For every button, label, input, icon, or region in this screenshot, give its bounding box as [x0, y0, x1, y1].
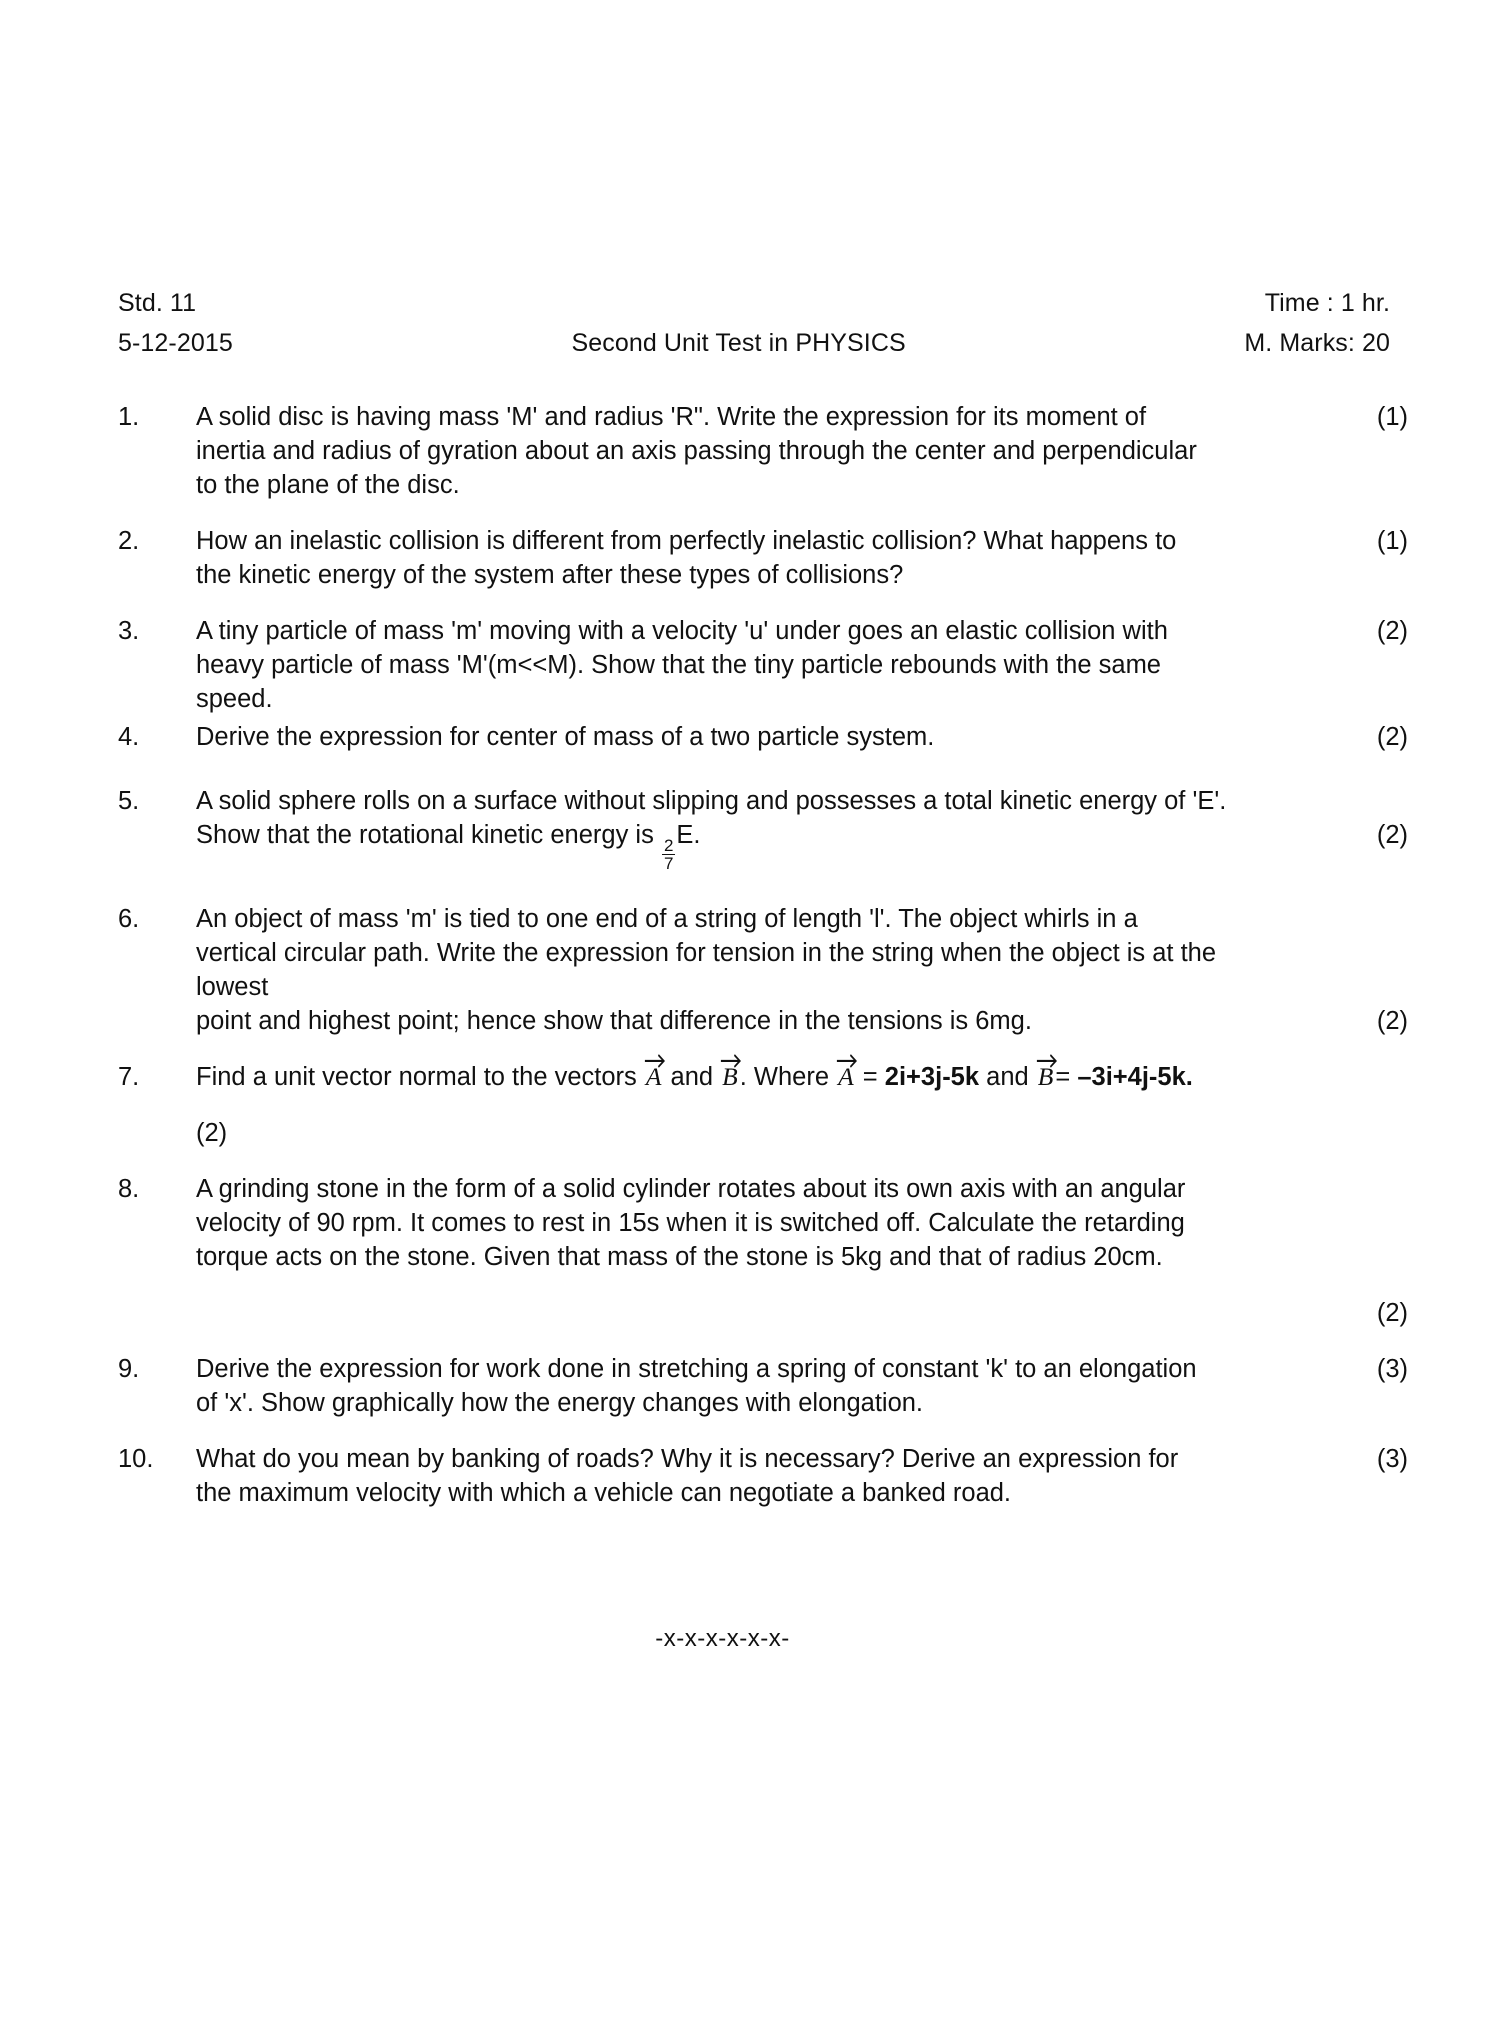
question-item	[118, 524, 1408, 592]
question-number: 4.	[118, 723, 140, 751]
question-text-before-fraction: Show that the rotational kinetic energy is	[196, 821, 661, 849]
question-item	[118, 902, 1408, 1038]
question-marks: (2)	[1376, 617, 1408, 645]
question-body	[196, 400, 1408, 502]
question-item	[118, 1060, 1408, 1150]
header-row-top	[118, 283, 1390, 323]
question-marks: (2)	[196, 1119, 228, 1148]
question-body	[196, 902, 1408, 1038]
question-marks: (2)	[1376, 1007, 1408, 1036]
fraction-denominator: 7	[663, 853, 674, 873]
question-item	[118, 400, 1408, 502]
question-marks: (2)	[1376, 1299, 1408, 1328]
question-item	[118, 1442, 1408, 1510]
question-number: 9.	[118, 1355, 140, 1384]
question-number: 10.	[118, 1445, 154, 1474]
question-line: lowest	[196, 973, 269, 1002]
question-marks: (3)	[1376, 1445, 1408, 1474]
question-number: 1.	[118, 403, 140, 431]
vector-b-letter: B	[722, 1062, 738, 1092]
vector-a-letter-2: A	[838, 1062, 854, 1092]
question-item	[118, 784, 1408, 872]
fraction-numerator: 2	[663, 835, 674, 855]
paper-footer	[0, 1625, 1505, 1653]
question-line-with-fraction	[196, 818, 1408, 872]
question-body	[196, 1442, 1408, 1510]
question-text: point and highest point; hence show that difference in the tensions is 6mg.	[196, 1007, 1032, 1036]
paper-header	[118, 283, 1390, 363]
question-line: A grinding stone in the form of a solid cylinder rotates about its own axis with an angular	[196, 1175, 1186, 1204]
vector-a-value: 2i+3j-5k	[884, 1063, 980, 1092]
question-text-part1: Find a unit vector normal to the vectors	[196, 1063, 644, 1092]
vector-b-symbol-2	[1036, 1060, 1056, 1094]
question-item	[118, 614, 1408, 716]
question-line: How an inelastic collision is different from perfectly inelastic collision? What happens to	[196, 527, 1177, 555]
question-text-part2: and	[663, 1063, 721, 1092]
question-line: the maximum velocity with which a vehicle can negotiate a banked road.	[196, 1479, 1012, 1508]
standard-label: Std. 11	[118, 289, 197, 317]
question-line-last	[196, 1004, 1408, 1038]
question-marks: (1)	[1376, 527, 1408, 555]
question-body	[196, 524, 1408, 592]
question-line: Derive the expression for work done in stretching a spring of constant 'k' to an elongation	[196, 1355, 1197, 1384]
question-marks: (2)	[1376, 821, 1408, 849]
question-number: 3.	[118, 617, 140, 645]
question-line: vertical circular path. Write the expression for tension in the string when the object is at the	[196, 939, 1217, 968]
question-body	[196, 1060, 1408, 1150]
questions-list	[118, 400, 1408, 1532]
question-text-part3: . Where	[739, 1063, 837, 1092]
question-body	[196, 720, 1408, 754]
question-line: A solid sphere rolls on a surface without slipping and possesses a total kinetic energy of 'E'.	[196, 787, 1227, 815]
question-body	[196, 1352, 1408, 1420]
question-number: 7.	[118, 1063, 140, 1092]
question-line: the kinetic energy of the system after these types of collisions?	[196, 561, 904, 589]
question-marks-line	[196, 1116, 1408, 1150]
max-marks-label: M. Marks: 20	[1244, 329, 1390, 357]
question-line: torque acts on the stone. Given that mass of the stone is 5kg and that of radius 20cm.	[196, 1243, 1163, 1272]
question-marks: (1)	[1376, 403, 1408, 431]
question-item	[118, 1172, 1408, 1330]
question-number: 2.	[118, 527, 140, 555]
question-marks: (3)	[1376, 1355, 1408, 1384]
question-body	[196, 1172, 1408, 1330]
question-line: velocity of 90 rpm. It comes to rest in 15s when it is switched off. Calculate the retarding	[196, 1209, 1185, 1238]
vector-b-symbol	[720, 1060, 740, 1094]
question-line: to the plane of the disc.	[196, 471, 460, 499]
question-number: 8.	[118, 1175, 140, 1204]
question-number: 6.	[118, 905, 140, 934]
question-body	[196, 784, 1408, 872]
vector-b-letter-2: B	[1037, 1062, 1054, 1092]
question-item	[118, 720, 1408, 754]
question-line: What do you mean by banking of roads? Why it is necessary? Derive an expression for	[196, 1445, 1179, 1474]
question-body	[196, 614, 1408, 716]
vector-a-symbol-2	[836, 1060, 856, 1094]
time-label: Time : 1 hr.	[1264, 289, 1390, 317]
question-line: Derive the expression for center of mass of a two particle system.	[196, 723, 935, 751]
question-number: 5.	[118, 787, 140, 815]
fraction-two-sevenths	[662, 837, 675, 873]
date-label: 5-12-2015	[118, 329, 233, 357]
question-line: An object of mass 'm' is tied to one end of a string of length 'l'. The object whirls in a	[196, 905, 1138, 934]
question-text-part6: =	[1055, 1063, 1078, 1092]
question-text-part5: and	[979, 1063, 1036, 1092]
end-of-paper-mark: -x-x-x-x-x-x-	[655, 1625, 790, 1652]
question-line: of 'x'. Show graphically how the energy changes with elongation.	[196, 1389, 924, 1418]
vector-a-letter: A	[645, 1062, 662, 1092]
header-row-bottom	[118, 323, 1390, 363]
vector-b-value: –3i+4j-5k.	[1077, 1063, 1193, 1092]
exam-title: Second Unit Test in PHYSICS	[571, 329, 906, 357]
vector-a-symbol	[644, 1060, 664, 1094]
question-line: speed.	[196, 685, 273, 713]
question-line: heavy particle of mass 'M'(m<<M). Show that the tiny particle rebounds with the same	[196, 651, 1161, 679]
question-line: inertia and radius of gyration about an axis passing through the center and perpendicular	[196, 437, 1197, 465]
question-line: A solid disc is having mass 'M' and radius 'R". Write the expression for its moment of	[196, 403, 1147, 431]
question-text-after-fraction: E.	[676, 821, 701, 849]
question-text-part4: =	[855, 1063, 885, 1092]
question-marks: (2)	[1376, 723, 1408, 751]
question-line: A tiny particle of mass 'm' moving with a velocity 'u' under goes an elastic collision with	[196, 617, 1168, 645]
question-item	[118, 1352, 1408, 1420]
question-line-vectors	[196, 1060, 1408, 1094]
